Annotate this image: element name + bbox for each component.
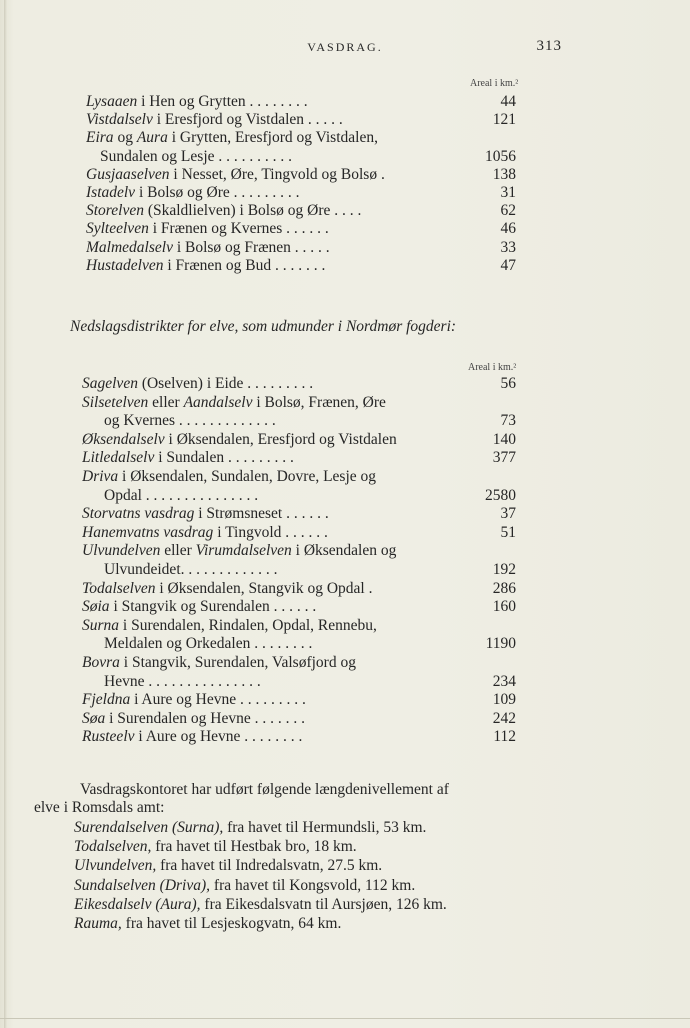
river-name: Sylteelven — [86, 220, 149, 238]
entry-label — [86, 110, 446, 130]
nivellement-entry — [74, 837, 357, 857]
area-value: 1056 — [485, 147, 516, 165]
list-entry — [0, 238, 690, 258]
area-value: 33 — [500, 238, 516, 256]
river-alt-name: Virumdalselven — [195, 542, 292, 560]
list-entry — [0, 374, 690, 394]
area-value: 56 — [500, 375, 516, 392]
list-entry — [0, 597, 690, 617]
river-alt-name: Aandalselv — [183, 393, 253, 411]
entry-description: i Bolsø og Øre . . . . . . . . . — [135, 184, 300, 201]
entry-continuation: Hevne . . . . . . . . . . . . . . . — [104, 672, 261, 690]
area-value: 138 — [492, 165, 516, 183]
nivellement-entry — [74, 895, 447, 915]
entry-description: i Nesset, Øre, Tingvold og Bolsø . — [169, 165, 385, 183]
list-entry — [0, 256, 690, 276]
area-value: 62 — [500, 202, 516, 220]
entry-description: i Bolsø, Frænen, Øre — [252, 393, 386, 411]
river-name: Rusteelv — [82, 728, 135, 746]
list-entry — [0, 486, 690, 506]
entry-description: i Tingvold . . . . . . — [213, 523, 328, 541]
area-value: 112 — [493, 728, 516, 746]
area-value: 286 — [492, 579, 516, 597]
area-value: 2580 — [485, 486, 516, 504]
list-entry — [0, 147, 690, 167]
entry-label — [86, 201, 446, 221]
entry-label — [82, 709, 446, 729]
list-entry — [0, 709, 690, 729]
river-name: Istadelv — [86, 184, 136, 201]
page-bottom-edge — [0, 1018, 690, 1019]
area-value: 73 — [500, 412, 516, 430]
list-entry — [0, 430, 690, 450]
river-name: Eikesdalselv (Aura), — [74, 895, 201, 913]
entry-label — [82, 579, 446, 599]
entry-label — [82, 690, 446, 710]
river-name: Hanemvatns vasdrag — [82, 523, 214, 541]
river-name: Storelven — [86, 202, 144, 220]
list-entry — [0, 128, 690, 148]
entry-label — [104, 560, 446, 580]
page-number: 313 — [536, 38, 562, 54]
list-entry — [0, 560, 690, 580]
river-name: Ulvundelven, — [74, 857, 157, 875]
entry-label — [86, 165, 446, 185]
entry-continuation: Sundalen og Lesje . . . . . . . . . . — [100, 147, 293, 165]
entry-label — [86, 128, 446, 148]
entry-label — [86, 183, 446, 203]
entry-label — [82, 430, 446, 450]
river-name: Silsetelven — [82, 393, 149, 411]
area-value: 1190 — [485, 635, 516, 653]
list-entry — [0, 448, 690, 468]
area-value: 192 — [492, 561, 516, 578]
entry-description: i Aure og Hevne . . . . . . . . . — [130, 691, 306, 709]
river-name: Malmedalselv — [86, 238, 173, 256]
entry-label — [82, 727, 446, 747]
entry-description: eller — [160, 542, 196, 560]
section-heading: Nedslagsdistrikter for elve, som udmunder i Nordmør fogderi: — [70, 318, 457, 335]
river-name: Hustadelven — [86, 256, 164, 274]
nivellement-description: fra havet til Indredalsvatn, 27.5 km. — [156, 857, 383, 875]
river-name: Vistdalselv — [86, 111, 153, 129]
entry-label — [82, 448, 446, 468]
list-entry — [0, 467, 690, 487]
nivellement-entry — [74, 818, 426, 838]
list-entry — [0, 201, 690, 221]
list-entry — [0, 541, 690, 561]
entry-description: i Bolsø og Frænen . . . . . — [172, 238, 330, 256]
river-name: Søa — [82, 709, 106, 727]
area-value: 160 — [492, 598, 516, 616]
entry-label — [86, 92, 446, 112]
entry-description: i Grytten, Eresfjord og Vistdalen, — [167, 129, 378, 147]
river-name: Todalselven — [82, 579, 156, 597]
list-entry — [0, 92, 690, 112]
area-value: 37 — [500, 505, 516, 523]
entry-description: (Skaldlielven) i Bolsø og Øre . . . . — [143, 202, 362, 220]
unit-label-second: Areal i km.² — [468, 362, 517, 373]
entry-description: (Oselven) i Eide . . . . . . . . . — [137, 375, 314, 392]
entry-label — [82, 616, 446, 636]
entry-description: og — [113, 129, 137, 147]
area-value: 47 — [500, 256, 516, 274]
list-entry — [0, 634, 690, 654]
list-entry — [0, 504, 690, 524]
river-name: Storvatns vasdrag — [82, 505, 195, 523]
entry-label — [104, 411, 446, 431]
nivellement-entry — [74, 856, 382, 876]
entry-label — [86, 219, 446, 239]
entry-continuation: Meldalen og Orkedalen . . . . . . . . — [104, 635, 313, 653]
list-entry — [0, 523, 690, 543]
entry-description: i Øksendalen, Sundalen, Dovre, Lesje og — [118, 468, 377, 485]
entry-label — [82, 374, 446, 394]
entry-label — [100, 147, 446, 167]
nivellement-description: fra havet til Hestbak bro, 18 km. — [151, 838, 357, 856]
river-alt-name: Aura — [136, 129, 168, 147]
area-value: 44 — [500, 93, 516, 110]
entry-description: i Surendalen, Rindalen, Opdal, Rennebu, — [119, 616, 377, 634]
nivellement-entry — [74, 914, 341, 934]
entry-label — [82, 541, 446, 561]
river-name: Lysaaen — [86, 93, 138, 110]
entry-continuation: og Kvernes . . . . . . . . . . . . . — [104, 412, 276, 430]
entry-description: i Stangvik og Surendalen . . . . . . — [109, 598, 317, 616]
entry-description: i Eresfjord og Vistdalen . . . . . — [152, 111, 343, 129]
river-name: Bovra — [82, 654, 120, 671]
river-name: Surendalselven (Surna), — [74, 819, 224, 836]
entry-description: i Surendalen og Hevne . . . . . . . — [105, 709, 305, 727]
area-value: 234 — [492, 672, 516, 690]
entry-label — [82, 597, 446, 617]
entry-description: i Øksendalen, Stangvik og Opdal . — [155, 579, 373, 597]
river-name: Driva — [82, 468, 119, 485]
river-name: Sundalselven (Driva), — [74, 876, 211, 894]
entry-description: i Frænen og Kvernes . . . . . . — [148, 220, 329, 238]
list-entry — [0, 183, 690, 203]
entry-label — [86, 256, 446, 276]
river-name: Todalselven, — [74, 838, 152, 856]
river-name: Surna — [82, 616, 120, 634]
list-entry — [0, 579, 690, 599]
river-name: Ulvundelven — [82, 542, 161, 560]
entry-description: i Sundalen . . . . . . . . . — [154, 449, 294, 467]
list-entry — [0, 653, 690, 673]
entry-description: i Hen og Grytten . . . . . . . . — [137, 93, 308, 110]
river-name: Øksendalselv — [82, 430, 165, 448]
nivellement-description: fra havet til Lesjeskogvatn, 64 km. — [121, 915, 342, 932]
entry-label — [104, 634, 446, 654]
area-value: 109 — [492, 691, 516, 709]
list-entry — [0, 616, 690, 636]
entry-label — [82, 504, 446, 524]
paragraph-line-1: Vasdragskontoret har udført følgende længdenivellement af — [80, 781, 449, 798]
entry-continuation: Ulvundeidet. . . . . . . . . . . . . — [104, 561, 278, 578]
river-name: Søia — [82, 598, 110, 616]
list-entry — [0, 219, 690, 239]
river-name: Litledalselv — [82, 449, 155, 467]
entry-label — [82, 393, 446, 413]
entry-label — [82, 523, 446, 543]
area-value: 46 — [500, 220, 516, 238]
list-entry — [0, 393, 690, 413]
entry-label — [104, 486, 446, 506]
list-entry — [0, 411, 690, 431]
area-value: 242 — [492, 709, 516, 727]
nivellement-description: fra havet til Hermundsli, 53 km. — [223, 819, 427, 836]
running-header: VASDRAG. — [307, 40, 383, 54]
area-value: 51 — [500, 523, 516, 541]
river-name: Sagelven — [82, 375, 138, 392]
entry-description: i Frænen og Bud . . . . . . . — [163, 256, 326, 274]
list-entry — [0, 727, 690, 747]
entry-description: i Stangvik, Surendalen, Valsøfjord og — [119, 654, 356, 671]
river-name: Eira — [86, 129, 114, 147]
nivellement-entry — [74, 876, 415, 896]
entry-description: i Øksendalen og — [291, 542, 397, 560]
entry-description: i Aure og Hevne . . . . . . . . — [134, 728, 303, 746]
entry-description: i Øksendalen, Eresfjord og Vistdalen — [164, 430, 397, 448]
nivellement-description: fra havet til Kongsvold, 112 km. — [210, 876, 416, 894]
entry-label — [104, 672, 446, 692]
entry-label — [82, 467, 446, 487]
area-value: 140 — [492, 430, 516, 448]
list-entry — [0, 110, 690, 130]
list-entry — [0, 672, 690, 692]
river-name: Gusjaaselven — [86, 165, 170, 183]
entry-label — [86, 238, 446, 258]
area-value: 121 — [492, 111, 516, 129]
list-entry — [0, 690, 690, 710]
entry-description: i Strømsneset . . . . . . — [194, 505, 329, 523]
entry-continuation: Opdal . . . . . . . . . . . . . . . — [104, 486, 259, 504]
entry-description: eller — [148, 393, 184, 411]
nivellement-description: fra Eikesdalsvatn til Aursjøen, 126 km. — [200, 895, 447, 913]
area-value: 31 — [500, 184, 516, 201]
entry-label — [82, 653, 446, 673]
paragraph-line-2: elve i Romsdals amt: — [34, 799, 165, 816]
river-name: Rauma, — [74, 915, 122, 932]
area-value: 377 — [492, 449, 516, 467]
river-name: Fjeldna — [82, 691, 131, 709]
list-entry — [0, 165, 690, 185]
unit-label-top: Areal i km.² — [470, 78, 519, 89]
